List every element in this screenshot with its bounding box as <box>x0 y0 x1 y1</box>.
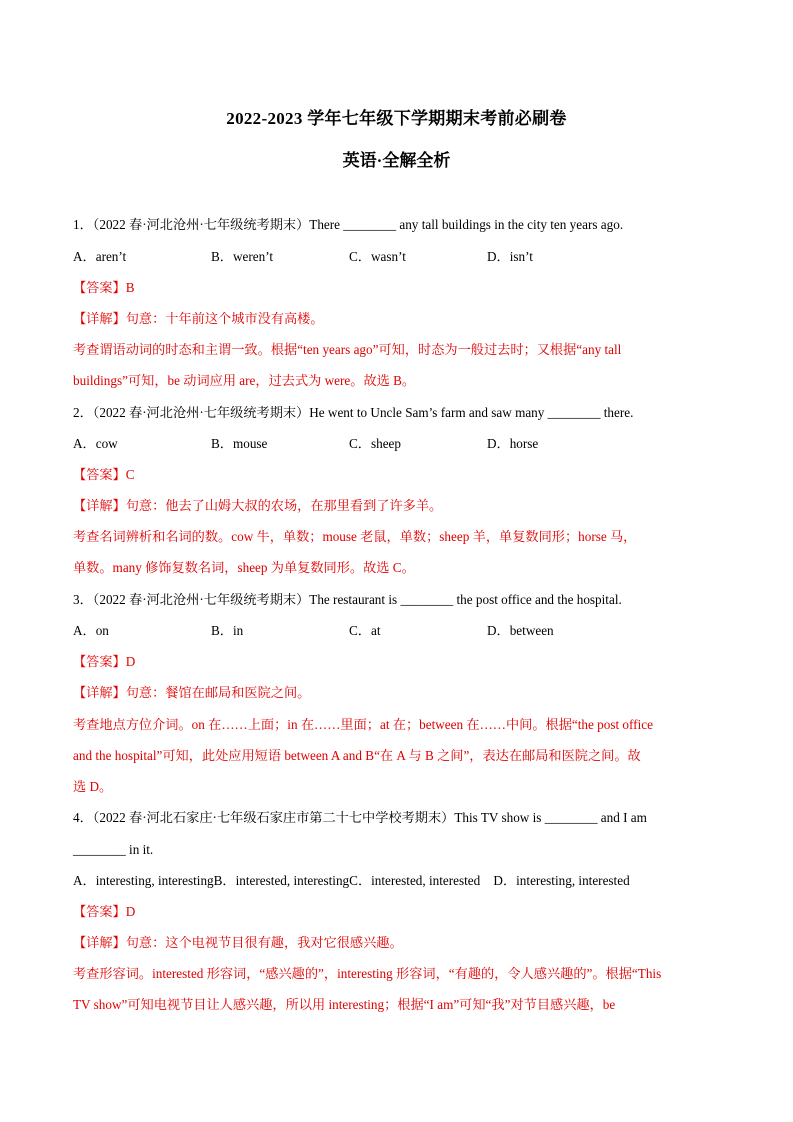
option-a: A．cow <box>73 436 118 451</box>
option-c: C．sheep <box>349 436 402 451</box>
question-4-answer: 【答案】D <box>73 904 136 919</box>
question-1-analysis-line: 考查谓语动词的时态和主谓一致。根据“ten years ago”可知，时态为一般过去时；又根据“any tall <box>73 342 622 357</box>
question-3-analysis-line: 考查地点方位介词。on 在……上面；in 在……里面；at 在；between 在……中间。根据“the post office <box>73 717 653 732</box>
question-1-answer: 【答案】B <box>73 280 135 295</box>
page-subtitle: 英语·全解全析 <box>342 151 451 170</box>
option-d: D．isn’t <box>487 249 533 264</box>
question-4-stem: 4．（2022 春·河北石家庄·七年级石家庄市第二十七中学校考期末）This TV show is ________ and I am <box>73 810 647 825</box>
question-3-stem: 3．（2022 春·河北沧州·七年级统考期末）The restaurant is ________ the post office and the hospital. <box>73 592 622 607</box>
question-2-answer: 【答案】C <box>73 467 135 482</box>
question-3-analysis-line: and the hospital”可知，此处应用短语 between A and B“在 A 与 B 之间”，表达在邮局和医院之间。故 <box>73 748 641 763</box>
question-3-analysis-line: 选 D。 <box>73 779 113 794</box>
question-4-detail: 【详解】句意：这个电视节目很有趣，我对它很感兴趣。 <box>73 935 403 950</box>
option-b: B．in <box>211 623 244 638</box>
option-a: A．on <box>73 623 109 638</box>
question-2-stem: 2．（2022 春·河北沧州·七年级统考期末）He went to Uncle Sam’s farm and saw many ________ there. <box>73 405 634 420</box>
option-d: D．horse <box>487 436 539 451</box>
question-3-detail: 【详解】句意：餐馆在邮局和医院之间。 <box>73 685 311 700</box>
page-title: 2022-2023 学年七年级下学期期末考前必刷卷 <box>226 109 567 128</box>
question-1-analysis-line: buildings”可知，be 动词应用 are，过去式为 were。故选 B。 <box>73 373 416 388</box>
question-1-detail: 【详解】句意：十年前这个城市没有高楼。 <box>73 311 324 326</box>
option-d: D．between <box>487 623 554 638</box>
option-b: B．weren’t <box>211 249 274 264</box>
question-4-stem: ________ in it. <box>73 842 154 857</box>
option-c: C．wasn’t <box>349 249 406 264</box>
question-4-analysis-line: TV show”可知电视节目让人感兴趣，所以用 interesting；根据“I am”可知“我”对节目感兴趣，be <box>73 997 616 1012</box>
question-3-answer: 【答案】D <box>73 654 136 669</box>
question-4-options: A．interesting, interestingB．interested, interestingC．interested, interested D．interesting, interested <box>73 873 630 888</box>
question-2-detail: 【详解】句意：他去了山姆大叔的农场，在那里看到了许多羊。 <box>73 498 443 513</box>
option-a: A．aren’t <box>73 249 127 264</box>
option-c: C．at <box>349 623 381 638</box>
question-1-stem: 1．（2022 春·河北沧州·七年级统考期末）There ________ any tall buildings in the city ten years ago. <box>73 217 624 232</box>
question-2-analysis-line: 单数。many 修饰复数名词，sheep 为单复数同形。故选 C。 <box>73 560 415 575</box>
question-4-analysis-line: 考查形容词。interested 形容词，“感兴趣的”，interesting 形容词，“有趣的，令人感兴趣的”。根据“This <box>73 966 662 981</box>
option-b: B．mouse <box>211 436 268 451</box>
question-2-analysis-line: 考查名词辨析和名词的数。cow 牛，单数；mouse 老鼠，单数；sheep 羊，单复数同形；horse 马， <box>73 529 637 544</box>
